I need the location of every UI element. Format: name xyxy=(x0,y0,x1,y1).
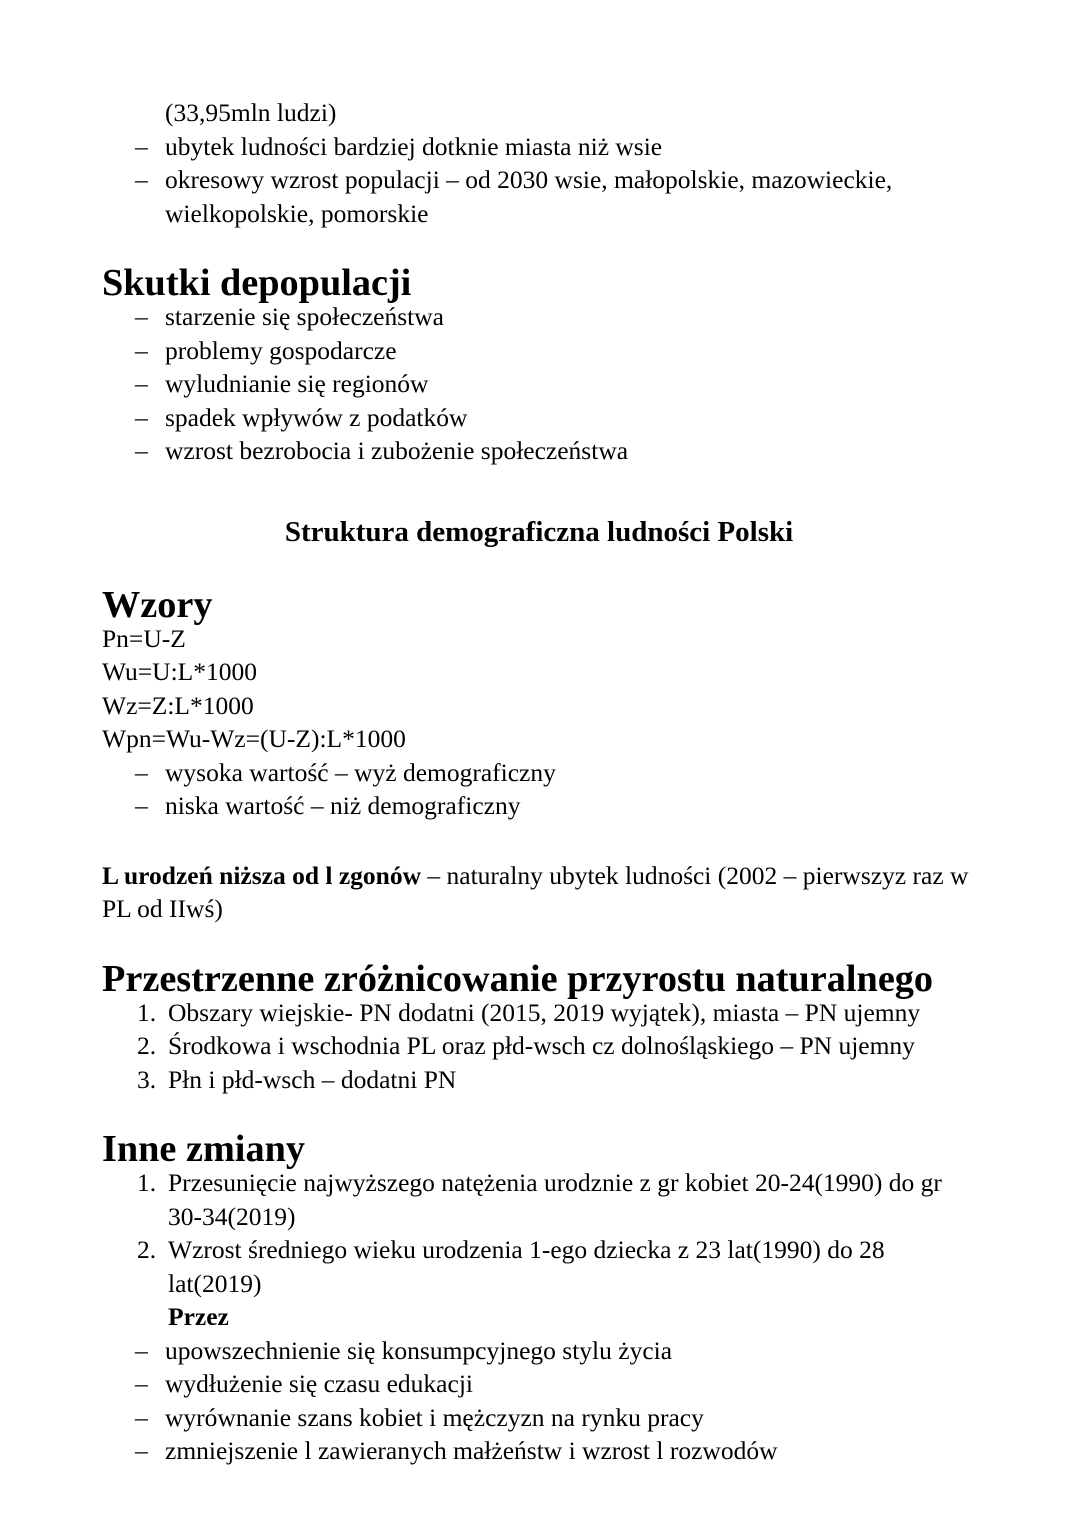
list-item-text: ubytek ludności bardziej dotknie miasta niż wsie xyxy=(165,131,663,161)
list-item xyxy=(102,401,976,435)
list-item-text: Środkowa i wschodnia PL oraz płd-wsch cz dolnośląskiego – PN ujemny xyxy=(168,1031,915,1060)
wzory-bullet-list xyxy=(102,756,976,823)
list-item xyxy=(102,1063,976,1097)
dash-marker-icon: – xyxy=(135,1402,148,1432)
przez-bullet-list xyxy=(102,1334,976,1468)
list-item xyxy=(102,367,976,401)
list-item-text: wysoka wartość – wyż demograficzny xyxy=(165,757,556,787)
list-item-text: wydłużenie się czasu edukacji xyxy=(165,1369,473,1398)
dash-marker-icon: – xyxy=(135,369,148,398)
list-item-text: Płn i płd-wsch – dodatni PN xyxy=(168,1064,457,1094)
list-item-text: Przesunięcie najwyższego natężenia urodznie z gr kobiet 20-24(1990) do gr 30-34(2019) xyxy=(168,1168,942,1231)
paragraph-rest: – naturalny ubytek ludności (2002 – pierwszyz raz w PL od IIwś) xyxy=(102,860,969,923)
list-item-text: okresowy wzrost populacji – od 2030 wsie, małopolskie, mazowieckie, wielkopolskie, pomorskie xyxy=(165,165,893,228)
list-item xyxy=(102,163,976,230)
list-item xyxy=(102,334,976,368)
dash-marker-icon: – xyxy=(135,436,148,465)
spacer xyxy=(102,468,976,512)
section-heading-inne-zmiany: Inne zmiany xyxy=(102,1128,305,1170)
subheading-przez: Przez xyxy=(168,1302,229,1331)
document-body xyxy=(102,96,976,1468)
formula-line: Wu=U:L*1000 xyxy=(102,657,258,686)
list-item-text: Obszary wiejskie- PN dodatni (2015, 2019 wyjątek), miasta – PN ujemny xyxy=(168,997,921,1027)
intro-line: (33,95mln ludzi) xyxy=(165,98,337,127)
page-title: Struktura demograficzna ludności Polski xyxy=(284,515,794,548)
paragraph-urodzenia xyxy=(102,859,976,926)
intro-bullet-list xyxy=(102,130,976,231)
section-heading-skutki: Skutki depopulacji xyxy=(102,262,412,304)
dash-marker-icon: – xyxy=(135,302,148,331)
skutki-bullet-list xyxy=(102,300,976,468)
inne-zmiany-numbered-list xyxy=(102,1166,976,1300)
list-item-text: niska wartość – niż demograficzny xyxy=(165,791,521,820)
list-item xyxy=(102,1401,976,1435)
list-item xyxy=(102,1367,976,1401)
list-marker: 3. xyxy=(137,1064,157,1094)
dash-marker-icon: – xyxy=(135,131,148,161)
list-item-text: spadek wpływów z podatków xyxy=(165,402,468,432)
formula-line: Pn=U-Z xyxy=(102,623,186,653)
spacer xyxy=(102,1096,976,1132)
list-item xyxy=(102,1166,976,1233)
list-item-text: zmniejszenie l zawieranych małżeństw i wzrost l rozwodów xyxy=(165,1436,778,1465)
list-marker: 1. xyxy=(137,997,157,1027)
dash-marker-icon: – xyxy=(135,335,148,365)
paragraph-lead-bold: L urodzeń niższa od l zgonów xyxy=(102,860,422,890)
list-item-text: starzenie się społeczeństwa xyxy=(165,302,444,331)
list-item xyxy=(102,1434,976,1468)
list-marker: 2. xyxy=(137,1031,157,1060)
dash-marker-icon: – xyxy=(135,1436,148,1465)
dash-marker-icon: – xyxy=(135,1335,148,1365)
spacer xyxy=(102,823,976,859)
dash-marker-icon: – xyxy=(135,1369,148,1398)
section-heading-wzory: Wzory xyxy=(102,583,213,626)
section-heading-przestrzenne: Przestrzenne zróżnicowanie przyrostu naturalnego xyxy=(102,957,934,1000)
spacer xyxy=(102,552,976,588)
list-item-text: wyludnianie się regionów xyxy=(165,369,429,398)
list-item-text: problemy gospodarcze xyxy=(165,335,397,365)
list-item xyxy=(102,756,976,790)
list-item-text: wyrównanie szans kobiet i mężczyzn na rynku pracy xyxy=(165,1402,704,1432)
list-item-text: upowszechnienie się konsumpcyjnego stylu życia xyxy=(165,1335,673,1365)
dash-marker-icon: – xyxy=(135,402,148,432)
list-item xyxy=(102,1029,976,1063)
dash-marker-icon: – xyxy=(135,791,148,820)
spacer xyxy=(102,230,976,266)
list-item xyxy=(102,1334,976,1368)
przestrzenne-numbered-list xyxy=(102,996,976,1097)
dash-marker-icon: – xyxy=(135,757,148,787)
list-item-text: wzrost bezrobocia i zubożenie społeczeństwa xyxy=(165,436,629,465)
list-item xyxy=(102,434,976,468)
list-item xyxy=(102,1233,976,1300)
list-item xyxy=(102,130,976,164)
formula-line: Wpn=Wu-Wz=(U-Z):L*1000 xyxy=(102,724,406,753)
list-marker: 1. xyxy=(137,1168,157,1197)
list-item xyxy=(102,789,976,823)
list-item xyxy=(102,300,976,334)
formula-line: Wz=Z:L*1000 xyxy=(102,690,254,720)
spacer xyxy=(102,926,976,962)
dash-marker-icon: – xyxy=(135,165,148,194)
list-marker: 2. xyxy=(137,1235,157,1264)
list-item xyxy=(102,996,976,1030)
list-item-text: Wzrost średniego wieku urodzenia 1-ego dziecka z 23 lat(1990) do 28 lat(2019) xyxy=(168,1235,885,1298)
